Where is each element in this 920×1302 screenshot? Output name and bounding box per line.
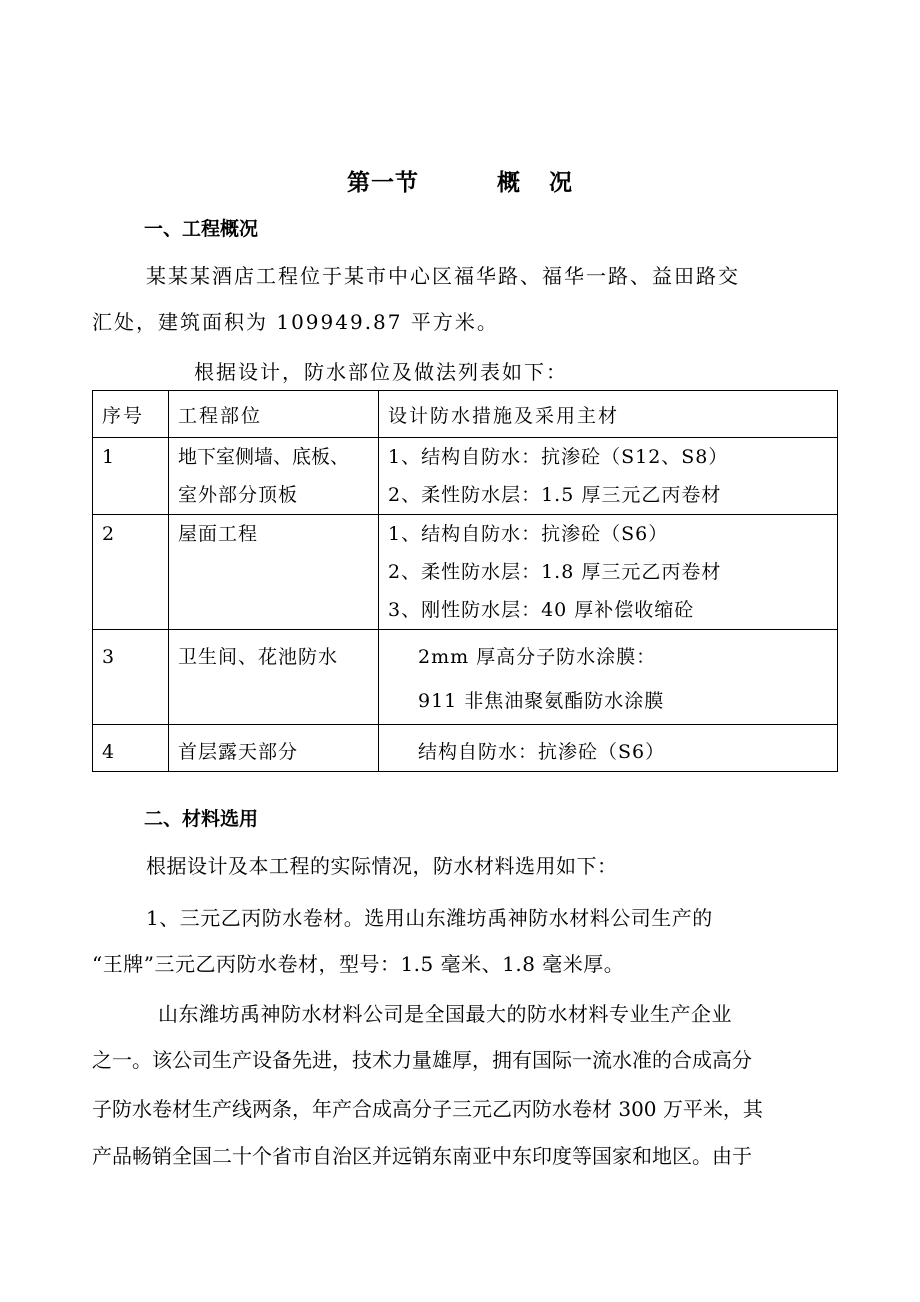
cell-part: 卫生间、花池防水	[169, 630, 379, 725]
paragraph-line: 1、三元乙丙防水卷材。选用山东潍坊禹神防水材料公司生产的	[146, 906, 713, 930]
cell-measures: 2mm 厚高分子防水涂膜： 911 非焦油聚氨酯防水涂膜	[379, 630, 838, 725]
cell-part: 屋面工程	[169, 515, 379, 630]
cell-part: 地下室侧墙、底板、 室外部分顶板	[169, 438, 379, 515]
cell-measures: 1、结构自防水：抗渗砼（S6） 2、柔性防水层：1.8 厚三元乙丙卷材 3、刚性防水层：40 厚补偿收缩砼	[379, 515, 838, 630]
header-cell-part: 工程部位	[169, 391, 379, 438]
table-row	[93, 515, 838, 630]
table-header-row	[93, 391, 838, 438]
paragraph-line: 根据设计，防水部位及做法列表如下：	[194, 360, 568, 384]
section1-heading: 一、工程概况	[144, 218, 259, 240]
paragraph-line: 某某某酒店工程位于某市中心区福华路、福华一路、益田路交	[146, 264, 740, 288]
cell-no: 2	[93, 515, 169, 630]
cell-no: 3	[93, 630, 169, 725]
cell-part: 首层露天部分	[169, 725, 379, 772]
header-cell-no: 序号	[93, 391, 169, 438]
table-row	[93, 725, 838, 772]
paragraph-line: 之一。该公司生产设备先进，技术力量雄厚，拥有国际一流水准的合成高分	[92, 1048, 752, 1072]
paragraph-line: 汇处，建筑面积为 109949.87 平方米。	[92, 310, 499, 334]
cell-no: 4	[93, 725, 169, 772]
paragraph-line: “王牌”三元乙丙防水卷材，型号：1.5 毫米、1.8 毫米厚。	[92, 952, 625, 976]
waterproofing-table	[92, 390, 838, 772]
paragraph-line: 山东潍坊禹神防水材料公司是全国最大的防水材料专业生产企业	[158, 1002, 732, 1026]
header-cell-measures: 设计防水措施及采用主材	[379, 391, 838, 438]
chapter-title: 第一节 概 况	[347, 170, 573, 196]
table-row	[93, 438, 838, 515]
paragraph-line: 根据设计及本工程的实际情况，防水材料选用如下：	[146, 854, 618, 878]
cell-measures: 结构自防水：抗渗砼（S6）	[379, 725, 838, 772]
cell-no: 1	[93, 438, 169, 515]
section2-heading: 二、材料选用	[144, 808, 259, 830]
paragraph-line: 产品畅销全国二十个省市自治区并远销东南亚中东印度等国家和地区。由于	[92, 1144, 752, 1168]
cell-measures: 1、结构自防水：抗渗砼（S12、S8） 2、柔性防水层：1.5 厚三元乙丙卷材	[379, 438, 838, 515]
table-row	[93, 630, 838, 725]
paragraph-line: 子防水卷材生产线两条，年产合成高分子三元乙丙防水卷材 300 万平米，其	[92, 1097, 763, 1121]
